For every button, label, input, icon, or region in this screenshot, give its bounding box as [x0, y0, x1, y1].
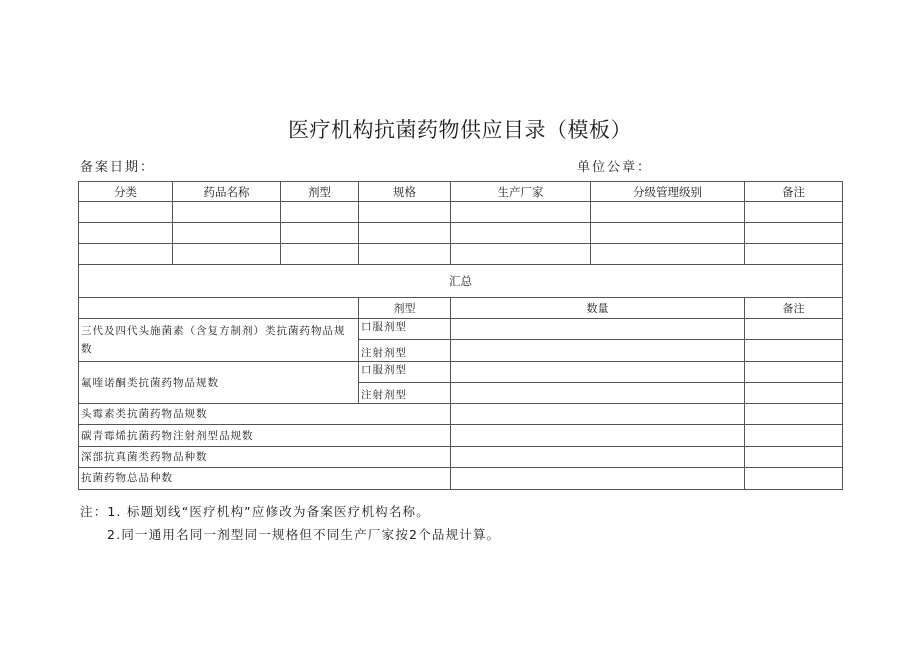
- cell[interactable]: [79, 244, 173, 265]
- summary-header-dosage: 剂型: [359, 298, 451, 319]
- injection-form-label: 注射剂型: [359, 383, 451, 404]
- total-varieties-label: 抗菌药物总品种数: [79, 468, 451, 490]
- notes-section: [80, 500, 500, 546]
- cell[interactable]: [745, 223, 843, 244]
- quantity-cell[interactable]: [451, 404, 745, 425]
- table-row: [79, 202, 843, 223]
- header-specification: 规格: [359, 182, 451, 202]
- cell[interactable]: [451, 244, 591, 265]
- quantity-cell[interactable]: [451, 319, 745, 340]
- remark-cell[interactable]: [745, 404, 843, 425]
- cell[interactable]: [451, 223, 591, 244]
- note-line-2: [80, 523, 500, 546]
- cell[interactable]: [359, 223, 451, 244]
- table-row: [79, 223, 843, 244]
- cell[interactable]: [591, 223, 745, 244]
- summary-row: [79, 425, 843, 447]
- gen34-cephalosporin-label: 三代及四代头施菌素（含复方制剂）类抗菌药物品规数: [79, 319, 359, 362]
- cell[interactable]: [79, 202, 173, 223]
- cell[interactable]: [173, 223, 281, 244]
- summary-header-row: [79, 298, 843, 319]
- quantity-cell[interactable]: [451, 340, 745, 362]
- summary-title: 汇总: [79, 265, 843, 298]
- antifungal-label: 深部抗真菌类药物品种数: [79, 447, 451, 468]
- header-category: 分类: [79, 182, 173, 202]
- header-dosage-form: 剂型: [281, 182, 359, 202]
- quantity-cell[interactable]: [451, 447, 745, 468]
- cell[interactable]: [79, 223, 173, 244]
- header-manufacturer: 生产厂家: [451, 182, 591, 202]
- summary-header-quantity: 数量: [451, 298, 745, 319]
- cephamycin-label: 头霉素类抗菌药物品规数: [79, 404, 451, 425]
- header-drug-name: 药品名称: [173, 182, 281, 202]
- summary-row: [79, 362, 843, 383]
- document-title: 医疗机构抗菌药物供应目录（模板）: [288, 118, 632, 142]
- remark-cell[interactable]: [745, 362, 843, 383]
- summary-row: [79, 319, 843, 340]
- header-remark: 备注: [745, 182, 843, 202]
- quantity-cell[interactable]: [451, 425, 745, 447]
- cell[interactable]: [591, 244, 745, 265]
- quantity-cell[interactable]: [451, 383, 745, 404]
- cell[interactable]: [173, 244, 281, 265]
- summary-row: [79, 447, 843, 468]
- cell[interactable]: [591, 202, 745, 223]
- summary-row: [79, 404, 843, 425]
- injection-form-label: 注射剂型: [359, 340, 451, 362]
- header-management-level: 分级管理级别: [591, 182, 745, 202]
- remark-cell[interactable]: [745, 319, 843, 340]
- fluoroquinolone-label: 氟喹诺酮类抗菌药物品规数: [79, 362, 359, 404]
- note-item-2: 2.同一通用名同一剂型同一规格但不同生产厂家按2个品规计算。: [107, 527, 501, 542]
- cell[interactable]: [281, 202, 359, 223]
- cell[interactable]: [451, 202, 591, 223]
- table-row: [79, 244, 843, 265]
- summary-row: [79, 468, 843, 490]
- filing-date-label: 备案日期：: [80, 160, 156, 175]
- summary-header-blank: [79, 298, 359, 319]
- note-item-1: 1. 标题划线“医疗机构”应修改为备案医疗机构名称。: [107, 504, 430, 519]
- note-line-1: [80, 500, 500, 523]
- quantity-cell[interactable]: [451, 362, 745, 383]
- cell[interactable]: [359, 244, 451, 265]
- summary-header-remark: 备注: [745, 298, 843, 319]
- table-header-row: [79, 182, 843, 202]
- oral-form-label: 口服剂型: [359, 319, 451, 340]
- oral-form-label: 口服剂型: [359, 362, 451, 383]
- remark-cell[interactable]: [745, 468, 843, 490]
- cell[interactable]: [745, 244, 843, 265]
- unit-seal-label: 单位公章：: [577, 160, 653, 175]
- notes-prefix: 注：: [80, 504, 108, 519]
- remark-cell[interactable]: [745, 447, 843, 468]
- cell[interactable]: [359, 202, 451, 223]
- cell[interactable]: [281, 244, 359, 265]
- remark-cell[interactable]: [745, 425, 843, 447]
- carbapenem-label: 碳青霉烯抗菌药物注射剂型品规数: [79, 425, 451, 447]
- remark-cell[interactable]: [745, 340, 843, 362]
- catalog-table: [78, 181, 843, 490]
- summary-title-row: [79, 265, 843, 298]
- cell[interactable]: [173, 202, 281, 223]
- cell[interactable]: [281, 223, 359, 244]
- cell[interactable]: [745, 202, 843, 223]
- quantity-cell[interactable]: [451, 468, 745, 490]
- remark-cell[interactable]: [745, 383, 843, 404]
